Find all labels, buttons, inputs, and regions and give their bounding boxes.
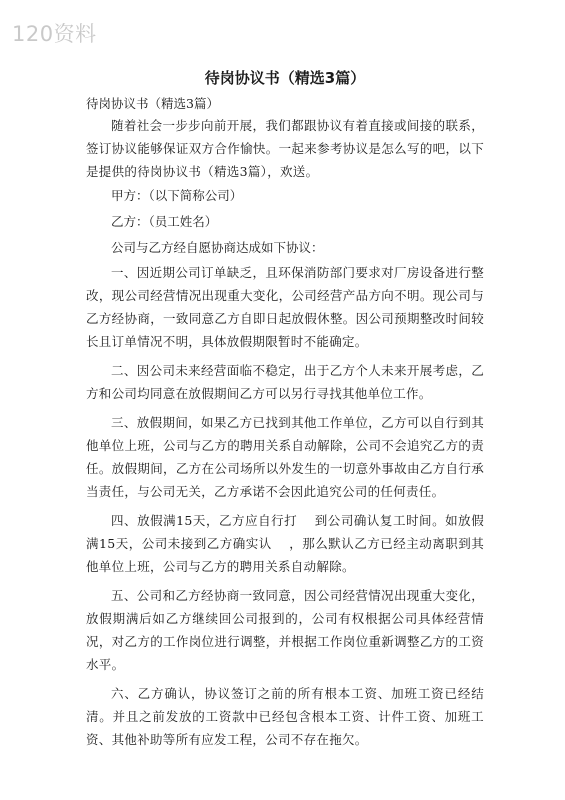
document-page: [86, 68, 484, 751]
party-b-line: 乙方：（员工姓名）: [111, 214, 218, 229]
clause-2: 二、因公司未来经营面临不稳定，出于乙方个人未来开展考虑，乙方和公司均同意在放假期间乙方可以另行寻找其他单位工作。: [86, 363, 484, 401]
clause-6: 六、乙方确认，协议签订之前的所有根本工资、加班工资已经结清。并且之前发放的工资款中已经包含根本工资、计件工资、加班工资、其他补助等所有应发工程，公司不存在拖欠。: [86, 686, 484, 747]
clause-3: 三、放假期间，如果乙方已找到其他工作单位，乙方可以自行到其他单位上班，公司与乙方的聘用关系自动解除，公司不会追究乙方的责任。放假期间，乙方在公司场所以外发生的一切意外事故由乙方自行承当责任，与公司无关，乙方承诺不会因此追究公司的任何责任。: [86, 415, 484, 499]
document-title: 待岗协议书（精选3篇）: [204, 69, 366, 87]
clause-1: 一、因近期公司订单缺乏，且环保消防部门要求对厂房设备进行整改，现公司经营情况出现重大变化，公司经营产品方向不明。现公司与乙方经协商，一致同意乙方自即日起放假休整。因公司预期整改时间较长且订单情况不明，具体放假期限暂时不能确定。: [86, 265, 484, 349]
intro-paragraph: 随着社会一步步向前开展，我们都跟协议有着直接或间接的联系，签订协议能够保证双方合作愉快。一起来参考协议是怎么写的吧，以下是提供的待岗协议书（精选3篇），欢送。: [86, 118, 484, 179]
clause-5: 五、公司和乙方经协商一致同意，因公司经营情况出现重大变化，放假期满后如乙方继续回公司报到的，公司有权根据公司具体经营情况，对乙方的工作岗位进行调整，并根据工作岗位重新调整乙方的工资水平。: [86, 588, 484, 672]
watermark: 120资料: [12, 22, 97, 46]
party-a-line: 甲方：（以下简称公司）: [111, 188, 243, 203]
document-subtitle: 待岗协议书（精选3篇）: [86, 96, 219, 111]
agreement-intro: 公司与乙方经自愿协商达成如下协议：: [111, 240, 324, 255]
clause-4: 四、放假满15天，乙方应自行打 到公司确认复工时间。如放假满15天，公司未接到乙方确实认 ，那么默认乙方已经主动离职到其他单位上班，公司与乙方的聘用关系自动解除。: [86, 513, 484, 574]
